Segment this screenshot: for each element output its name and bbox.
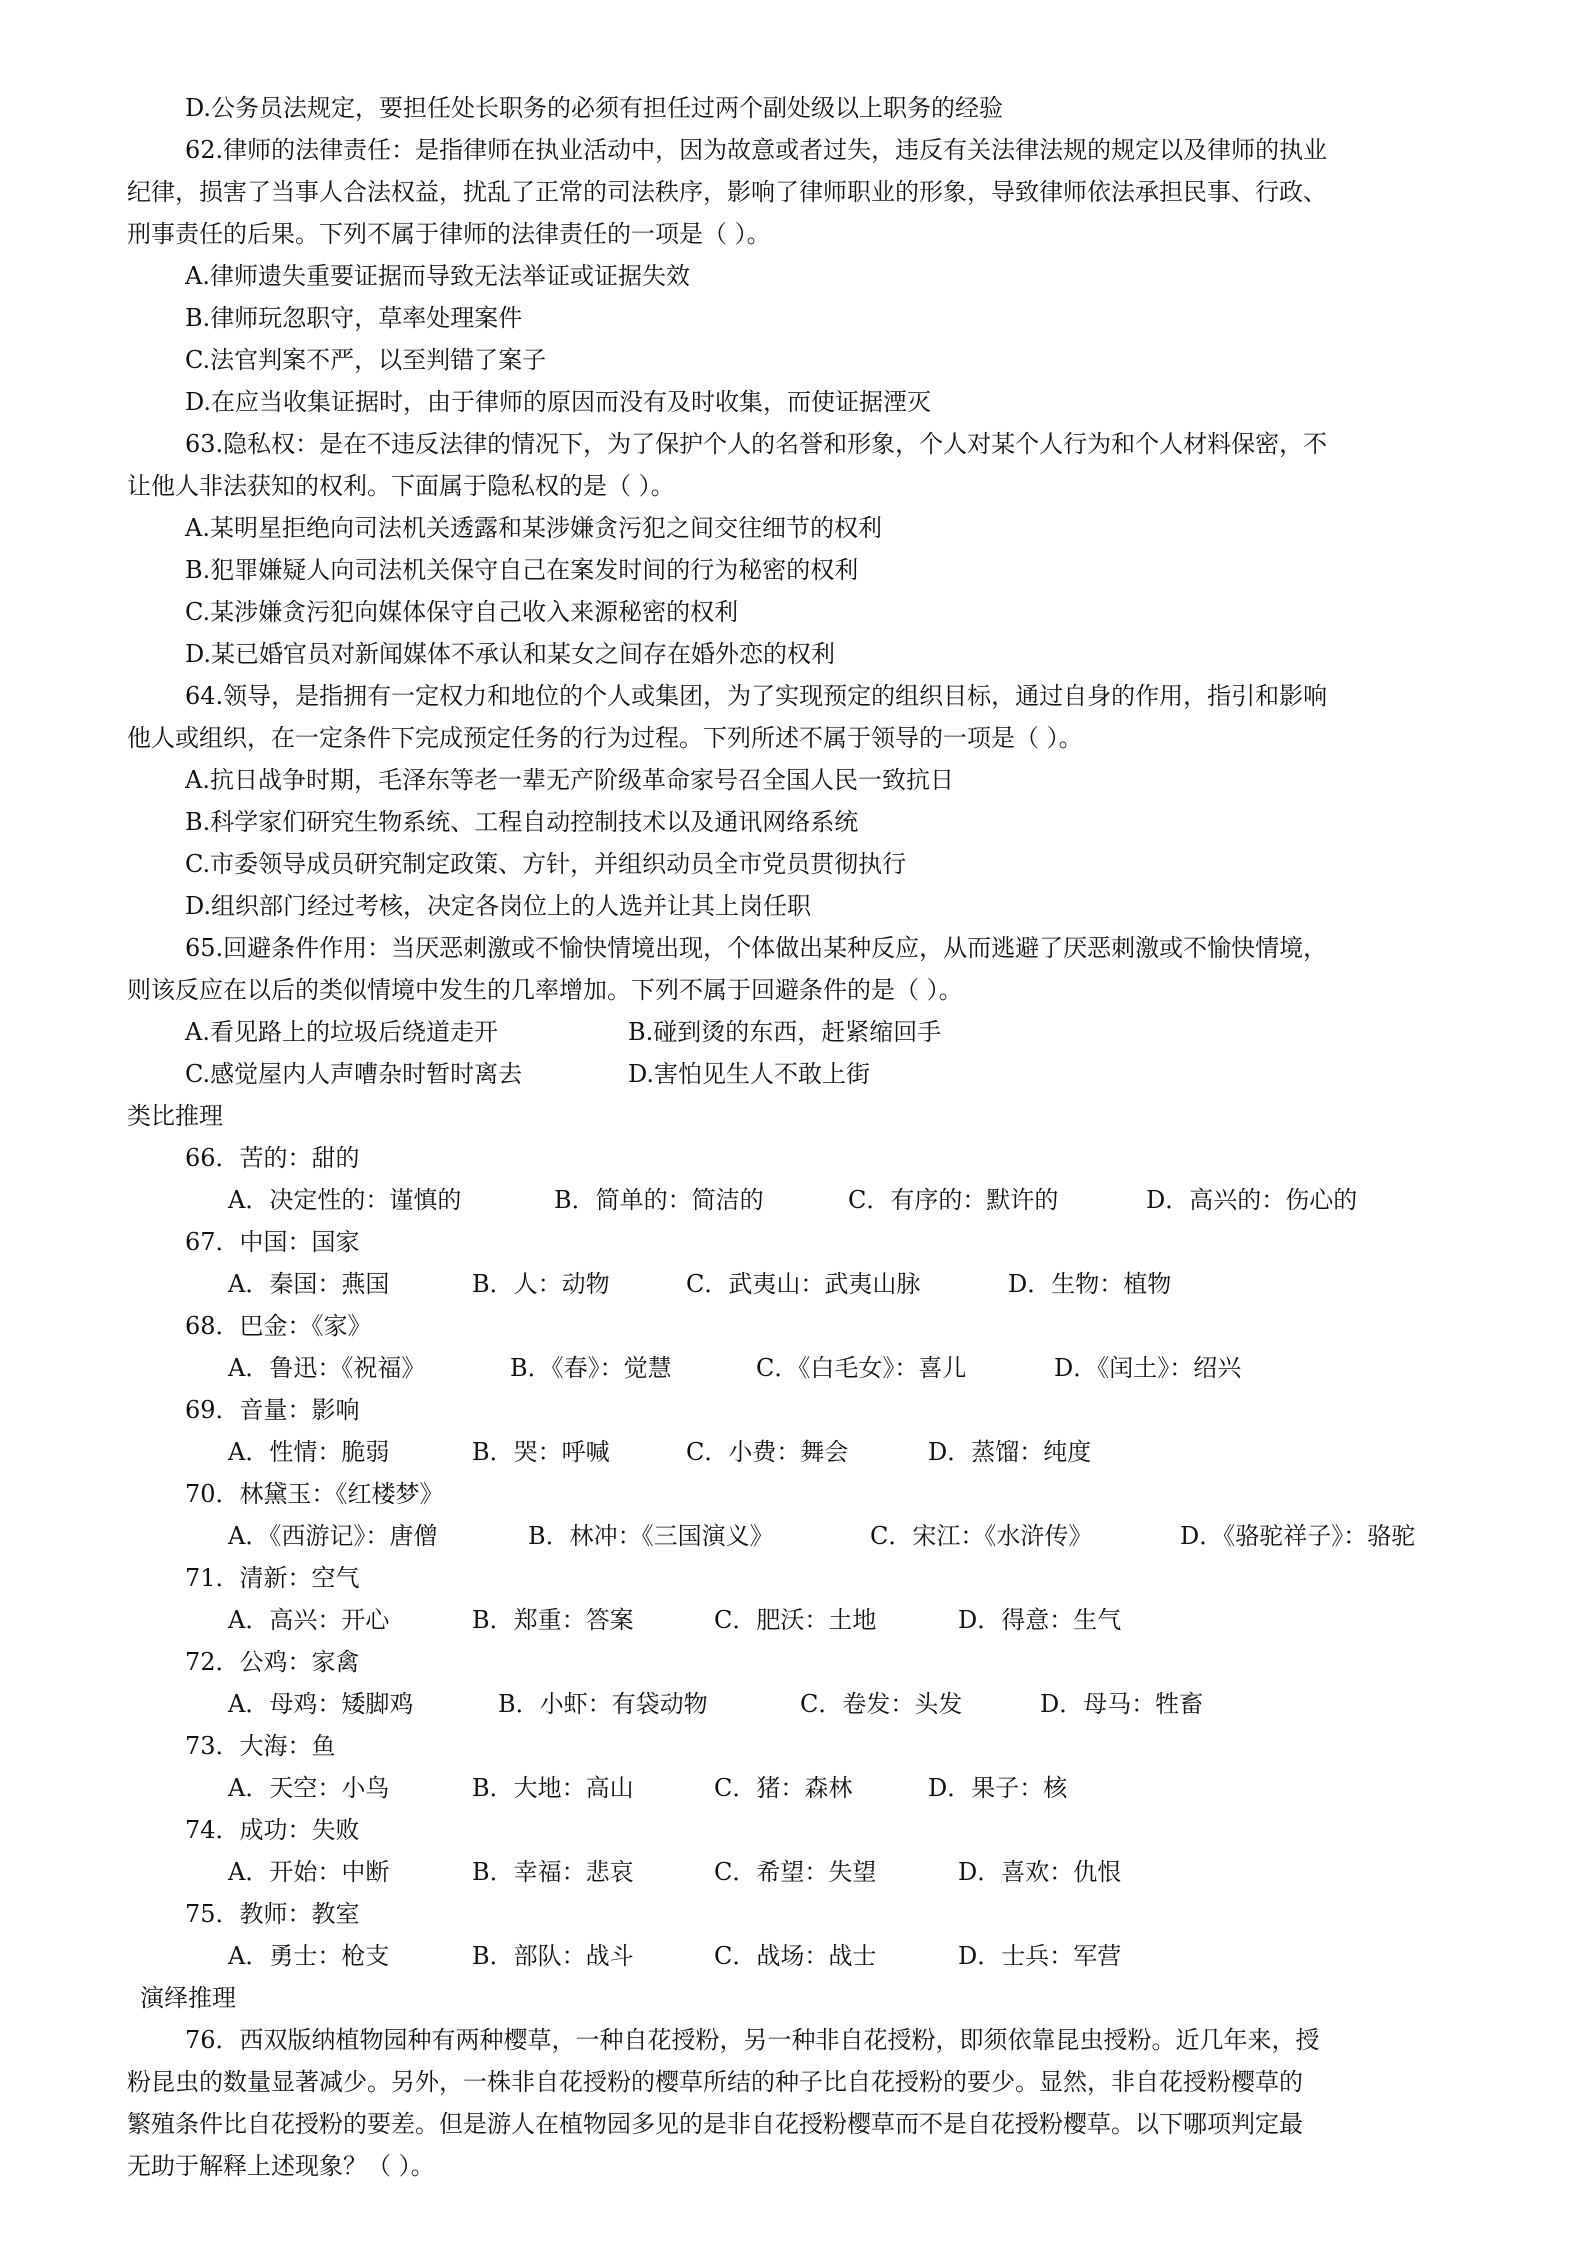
q68-option-b: B．《春》：觉慧 (510, 1354, 672, 1382)
q64-option-d: D.组织部门经过考核，决定各岗位上的人选并让其上岗任职 (185, 892, 812, 920)
q64-option-c: C.市委领导成员研究制定政策、方针，并组织动员全市党员贯彻执行 (185, 850, 907, 878)
q68-option-c: C．《白毛女》：喜儿 (756, 1354, 967, 1382)
q72-option-a: A．母鸡：矮脚鸡 (228, 1690, 414, 1718)
q67-option-c: C．武夷山：武夷山脉 (686, 1270, 921, 1298)
q75-option-c: C．战场：战士 (714, 1942, 877, 1970)
q62-option-b: B.律师玩忽职守，草率处理案件 (185, 304, 523, 332)
q69-stem: 69．音量：影响 (185, 1396, 360, 1424)
q62-stem-line-3: 刑事责任的后果。下列不属于律师的法律责任的一项是（ ）。 (127, 220, 771, 248)
q75-stem: 75．教师：教室 (185, 1900, 360, 1928)
q73-option-c: C．猪：森林 (714, 1774, 853, 1802)
q64-stem-line-1: 64.领导，是指拥有一定权力和地位的个人或集团，为了实现预定的组织目标，通过自身的作用，指引和影响 (185, 682, 1328, 710)
q74-option-c: C．希望：失望 (714, 1858, 877, 1886)
q62-stem-line-2: 纪律，损害了当事人合法权益，扰乱了正常的司法秩序，影响了律师职业的形象，导致律师依法承担民事、行政、 (127, 178, 1327, 206)
q63-stem-line-2: 让他人非法获知的权利。下面属于隐私权的是（ ）。 (127, 472, 675, 500)
q68-stem: 68．巴金：《家》 (185, 1312, 372, 1340)
section-heading-deduction: 演绎推理 (140, 1984, 236, 2012)
q66-stem: 66．苦的：甜的 (185, 1144, 360, 1172)
q74-stem: 74．成功：失败 (185, 1816, 360, 1844)
q69-option-d: D．蒸馏：纯度 (928, 1438, 1092, 1466)
q70-option-d: D．《骆驼祥子》：骆驼 (1180, 1522, 1416, 1550)
q74-option-b: B．幸福：悲哀 (472, 1858, 634, 1886)
q63-option-b: B.犯罪嫌疑人向司法机关保守自己在案发时间的行为秘密的权利 (185, 556, 859, 584)
q70-stem: 70．林黛玉：《红楼梦》 (185, 1480, 444, 1508)
q69-option-b: B．哭：呼喊 (472, 1438, 610, 1466)
q72-option-d: D．母马：牲畜 (1040, 1690, 1204, 1718)
q66-option-b: B．简单的：简洁的 (554, 1186, 764, 1214)
q64-option-a: A.抗日战争时期，毛泽东等老一辈无产阶级革命家号召全国人民一致抗日 (185, 766, 954, 794)
q65-option-c: C.感觉屋内人声嘈杂时暂时离去 (185, 1060, 523, 1088)
q63-option-c: C.某涉嫌贪污犯向媒体保守自己收入来源秘密的权利 (185, 598, 739, 626)
q67-option-d: D．生物：植物 (1008, 1270, 1172, 1298)
q65-stem-line-2: 则该反应在以后的类似情境中发生的几率增加。下列不属于回避条件的是（ ）。 (127, 976, 963, 1004)
q62-option-c: C.法官判案不严，以至判错了案子 (185, 346, 547, 374)
q62-option-a: A.律师遗失重要证据而导致无法举证或证据失效 (185, 262, 690, 290)
q62-option-d: D.在应当收集证据时，由于律师的原因而没有及时收集，而使证据湮灭 (185, 388, 932, 416)
q74-option-d: D．喜欢：仇恨 (958, 1858, 1122, 1886)
q70-option-c: C．宋江：《水浒传》 (870, 1522, 1093, 1550)
q67-option-b: B．人：动物 (472, 1270, 610, 1298)
q65-option-a: A.看见路上的垃圾后绕道走开 (185, 1018, 498, 1046)
q65-stem-line-1: 65.回避条件作用：当厌恶刺激或不愉快情境出现，个体做出某种反应，从而逃避了厌恶刺激或不愉快情境， (185, 934, 1328, 962)
q72-option-b: B．小虾：有袋动物 (498, 1690, 708, 1718)
q61-option-d: D.公务员法规定，要担任处长职务的必须有担任过两个副处级以上职务的经验 (185, 94, 1004, 122)
q76-stem-line-2: 粉昆虫的数量显著减少。另外，一株非自花授粉的樱草所结的种子比自花授粉的要少。显然，非自花授粉樱草的 (127, 2068, 1303, 2096)
q73-stem: 73．大海：鱼 (185, 1732, 336, 1760)
q69-option-a: A．性情：脆弱 (228, 1438, 390, 1466)
q73-option-d: D．果子：核 (928, 1774, 1068, 1802)
q73-option-a: A．天空：小鸟 (228, 1774, 390, 1802)
q70-option-b: B．林冲：《三国演义》 (528, 1522, 774, 1550)
q67-option-a: A．秦国：燕国 (228, 1270, 390, 1298)
q72-option-c: C．卷发：头发 (800, 1690, 963, 1718)
q69-option-c: C．小费：舞会 (686, 1438, 849, 1466)
q66-option-c: C．有序的：默许的 (848, 1186, 1059, 1214)
q74-option-a: A．开始：中断 (228, 1858, 390, 1886)
q66-option-d: D．高兴的：伤心的 (1146, 1186, 1358, 1214)
q68-option-a: A．鲁迅：《祝福》 (228, 1354, 426, 1382)
q76-stem-line-4: 无助于解释上述现象？（ ）。 (127, 2152, 435, 2180)
q64-option-b: B.科学家们研究生物系统、工程自动控制技术以及通讯网络系统 (185, 808, 859, 836)
q71-option-a: A．高兴：开心 (228, 1606, 390, 1634)
q63-option-a: A.某明星拒绝向司法机关透露和某涉嫌贪污犯之间交往细节的权利 (185, 514, 882, 542)
q67-stem: 67．中国：国家 (185, 1228, 360, 1256)
q65-option-b: B.碰到烫的东西，赶紧缩回手 (628, 1018, 942, 1046)
q75-option-a: A．勇士：枪支 (228, 1942, 390, 1970)
q71-option-b: B．郑重：答案 (472, 1606, 634, 1634)
q71-stem: 71．清新：空气 (185, 1564, 360, 1592)
q70-option-a: A．《西游记》：唐僧 (228, 1522, 438, 1550)
q66-option-a: A．决定性的：谨慎的 (228, 1186, 462, 1214)
q62-stem-line-1: 62.律师的法律责任：是指律师在执业活动中，因为故意或者过失，违反有关法律法规的规定以及律师的执业 (185, 136, 1328, 164)
q75-option-b: B．部队：战斗 (472, 1942, 634, 1970)
q63-stem-line-1: 63.隐私权：是在不违反法律的情况下，为了保护个人的名誉和形象，个人对某个人行为和个人材料保密，不 (185, 430, 1328, 458)
q73-option-b: B．大地：高山 (472, 1774, 634, 1802)
q64-stem-line-2: 他人或组织，在一定条件下完成预定任务的行为过程。下列所述不属于领导的一项是（ ）。 (127, 724, 1083, 752)
q68-option-d: D．《闰土》：绍兴 (1054, 1354, 1242, 1382)
q71-option-d: D．得意：生气 (958, 1606, 1122, 1634)
q76-stem-line-1: 76．西双版纳植物园种有两种樱草，一种自花授粉，另一种非自花授粉，即须依靠昆虫授粉。近几年来，授 (185, 2026, 1320, 2054)
q76-stem-line-3: 繁殖条件比自花授粉的要差。但是游人在植物园多见的是非自花授粉樱草而不是自花授粉樱草。以下哪项判定最 (127, 2110, 1303, 2138)
q75-option-d: D．士兵：军营 (958, 1942, 1122, 1970)
q72-stem: 72．公鸡：家禽 (185, 1648, 360, 1676)
q65-option-d: D.害怕见生人不敢上街 (628, 1060, 871, 1088)
section-heading-analogy: 类比推理 (127, 1102, 223, 1130)
q63-option-d: D.某已婚官员对新闻媒体不承认和某女之间存在婚外恋的权利 (185, 640, 836, 668)
q71-option-c: C．肥沃：土地 (714, 1606, 877, 1634)
